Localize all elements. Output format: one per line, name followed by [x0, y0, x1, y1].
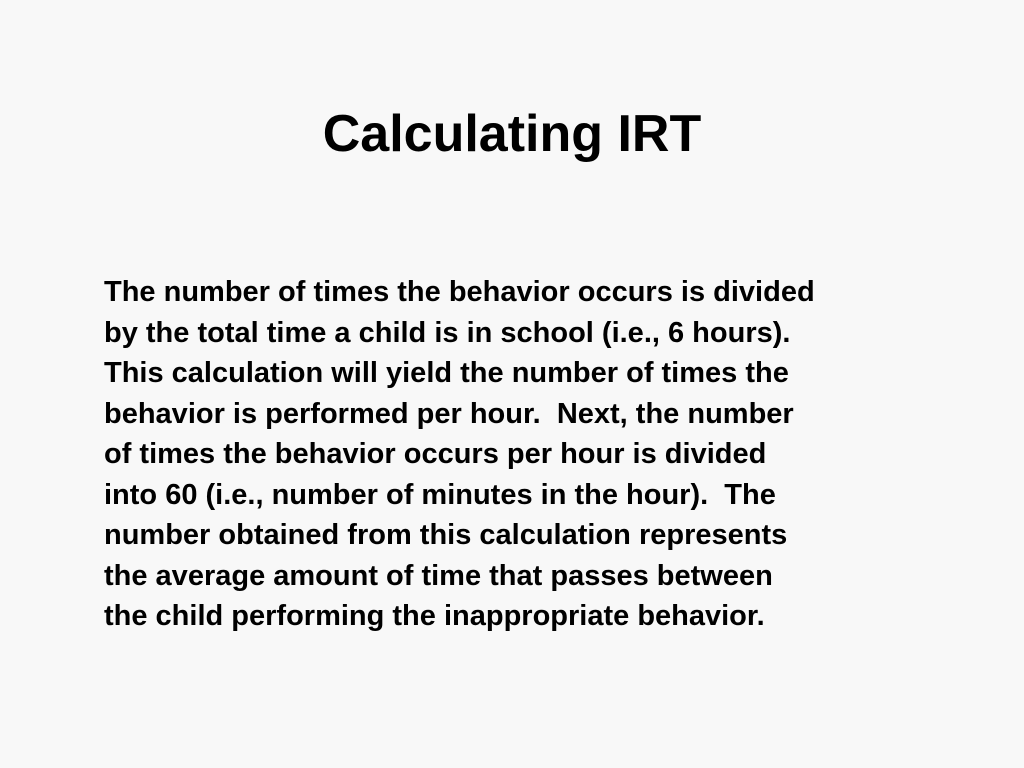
body-line: the child performing the inappropriate behavior. [104, 600, 765, 632]
body-line: This calculation will yield the number of times the [104, 357, 789, 389]
body-line: The number of times the behavior occurs is divided [104, 276, 815, 308]
body-line: into 60 (i.e., number of minutes in the hour). The [104, 478, 776, 511]
slide-title: Calculating IRT [322, 105, 702, 163]
body-line: by the total time a child is in school (i.e., 6 hours). [104, 316, 791, 349]
body-line: behavior is performed per hour. Next, the number [104, 397, 794, 430]
body-line: the average amount of time that passes between [104, 559, 773, 592]
body-line: number obtained from this calculation represents [104, 519, 788, 551]
body-line: of times the behavior occurs per hour is divided [104, 438, 767, 470]
slide-body [104, 272, 964, 637]
